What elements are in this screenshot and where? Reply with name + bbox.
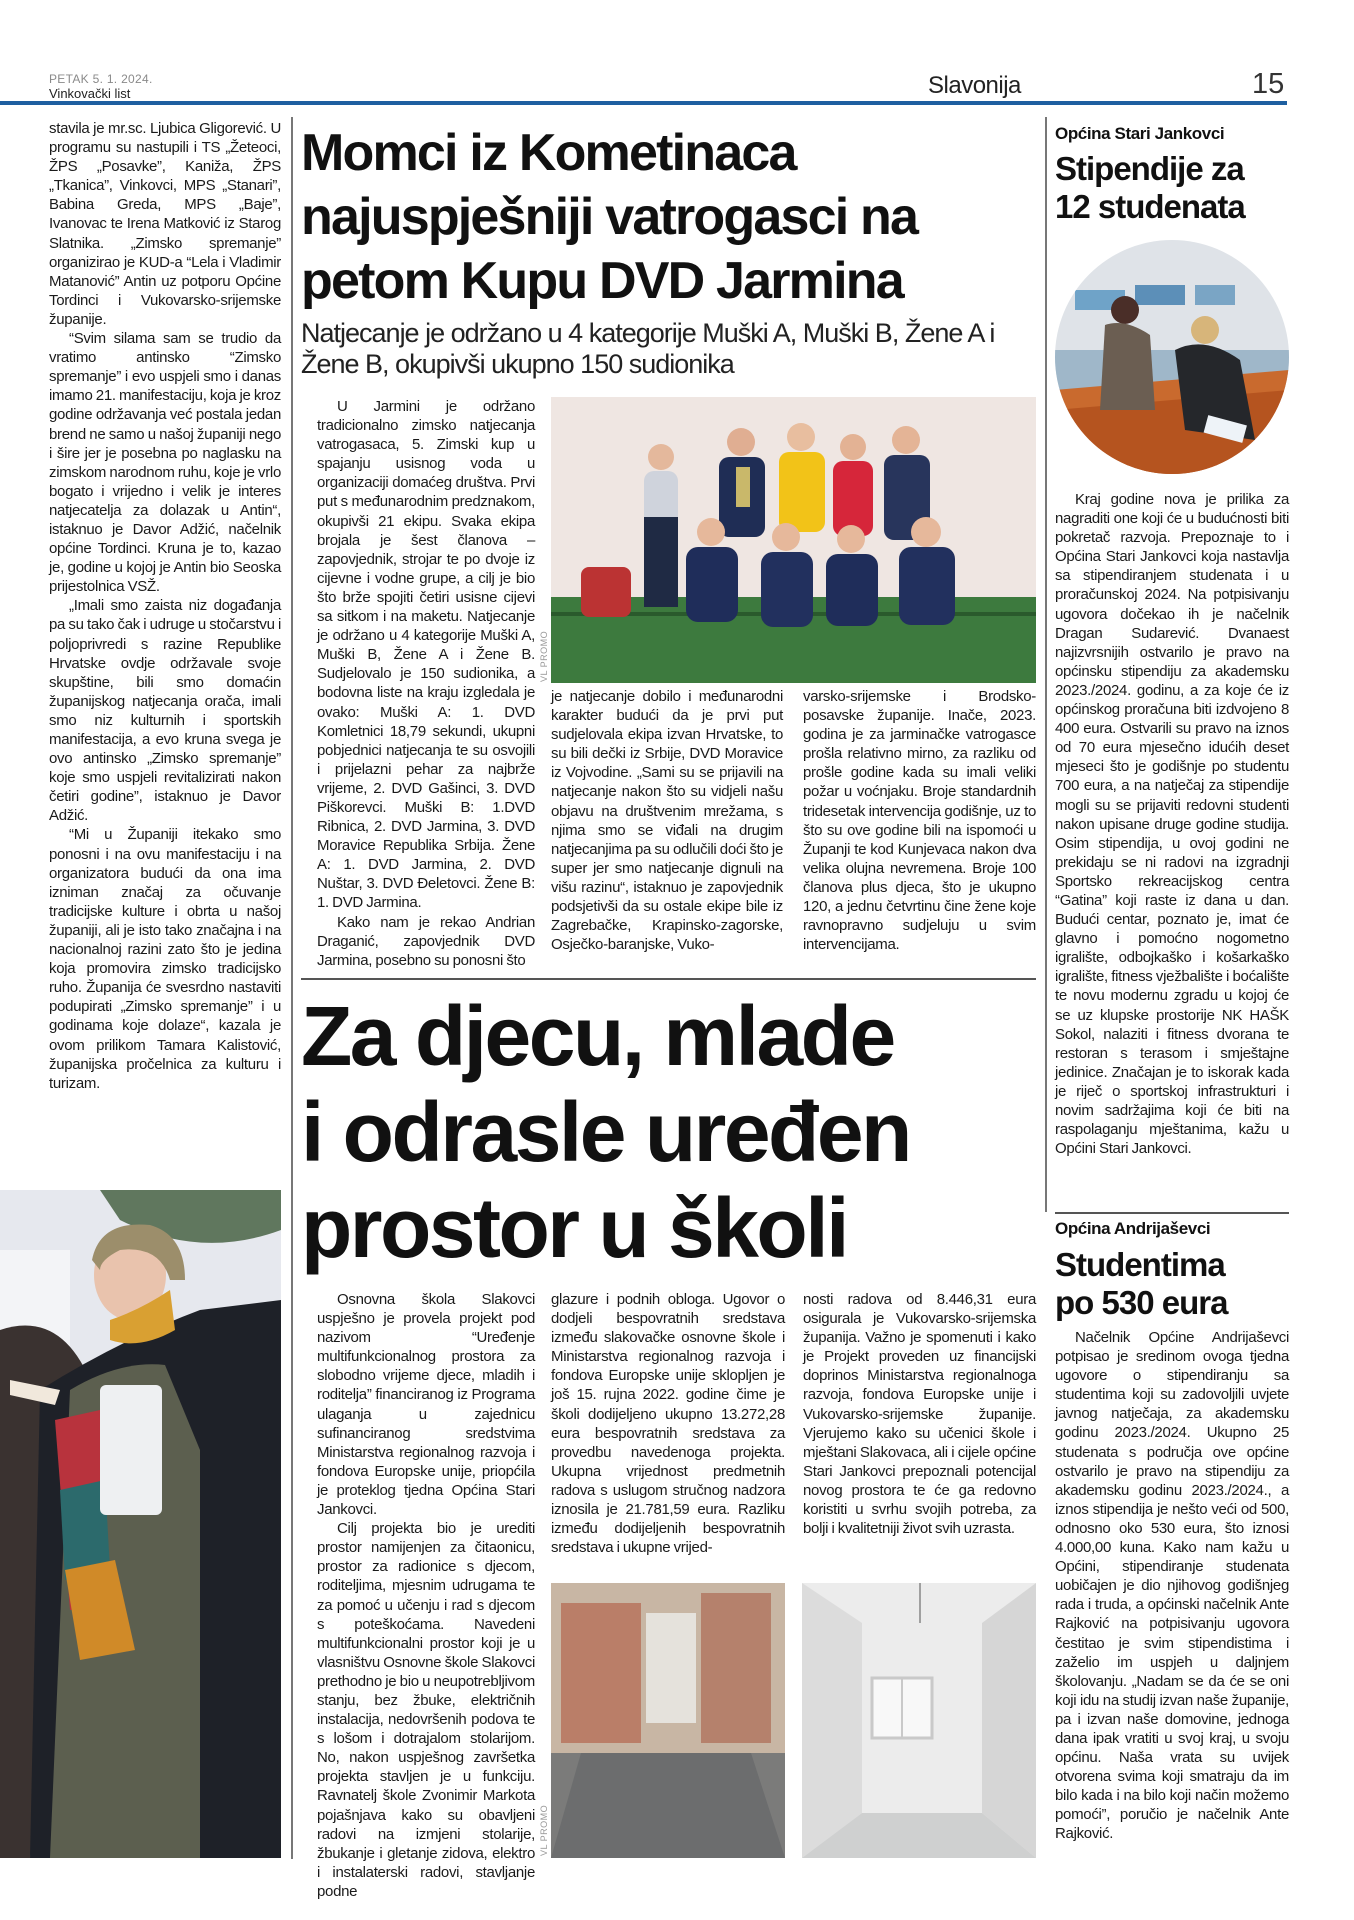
- headline-line: petom Kupu DVD Jarmina: [301, 252, 903, 310]
- paragraph: Načelnik Općine Andrijaševci potpisao je sredinom ovoga tjedna ugovore o stipendiranju sa studentima koji su zadovoljili uvjete javnog natječaja, za akademsku godinu 2023./2024. Ukupno 25 studenata s područja ove općine ostvarilo je pravo na stipendiju za akademsku godinu 2023./2024., a iznos stipendija je nešto veći od 500, odnosno oko 530 eura, što iznosi 4.000,00 kuna. Kako nam kažu u Općini, stipendiranje studenata uobičajen je dio njihovog godišnjeg rada i truda, a općinski načelnik Ante Rajković na potpisivanju ugovora čestitao je svim stipendistima i zaželio im uspjeh u daljnjem školovanju. „Nadam se da će se oni koji idu na studij izvan naše županije, pa i izvan naše domovine, jednoga dana ipak vratiti u svoj kraj, u svoju općinu. Naša vrata su uvijek otvorena svima koji smatraju da im bilo kada i na bilo koji način možemo pomoći”, poručio je načelnik Ante Rajković.: [1055, 1329, 1289, 1843]
- paragraph: varsko-srijemske i Brodsko-posavske županije. Inače, 2023. godina je za jarminačke vatrogasce prošla relativno mirno, za razliku od prošle godine kada su imali veliki požar u voćnjaku. Broje standardnih tridesetak intervencija godišnje, uz to što su ove godine bili na ispomoći u Županji te kod Kunjevaca nakon dva velika olujna nevremena. Broje 100 članova plus djeca, što je ukupno 120, a jednu četvrtinu čine žene koje ravnopravno sudjeluju u svim intervencijama.: [803, 688, 1036, 954]
- paragraph: Kraj godine nova je prilika za nagraditi one koji će u budućnosti biti pokretač razvoja. Prepoznaje to i Općina Stari Jankovci koja nastavlja sa stipendiranjem studenata i u proračunskoj 2024. Na potpisivanju ugovora dočekao ih je načelnik Dragan Sudarević. Dvanaest najizvrsnijih ostvarilo je pravo na općinsku stipendiju za akademsku 2023./2024. godinu, a za koje će iz općinskog proračuna biti izdvojeno 8 400 eura. Ostvarili su pravo na iznos od 70 eura mjesečno idućih deset mjeseci što je godišnje po studentu 700 eura, a na natječaj za stipendije mogli su se prijaviti redovni studenti nakon upisane druge godine studija. Osim stipendija, u ovoj godini ne prekidaju se ni radovi na izgradnji Sportsko rekreacijskog centra “Gatina” koji raste iz dana u dan. Budući centar, poznato je, imat će glavno i pomoćno nogometno igralište, odbojkaško i košarkaško igralište, fitness vježbalište i boćalište te novu modernu zgradu u kojoj će se uz klupske prostorije NK HAŠK Sokol, nalaziti i fitness dvorana te restoran s terasom i smještajne jedinice. Značajan je to iskorak kada je riječ o sportskoj infrastrukturi i novim sadržajima koji će biti na raspolaganju mještanima, kažu u Općini Stari Jankovci.: [1055, 491, 1289, 1158]
- paragraph: Kako nam je rekao Andrian Draganić, zapovjednik DVD Jarmina, posebno su ponosni što: [317, 913, 535, 969]
- paragraph: glazure i podnih obloga. Ugovor o dodjeli bespovratnih sredstava između slakovačke osnovne škole i Ministarstva regionalnog razvoja i fondova Europske unije sklopljen je još 15. rujna 2022. godine čime je školi dodijeljeno ukupno 13.272,28 eura bespovratnih sredstava za provedbu navedenoga projekta. Ukupna vrijednost predmetnih radova s uslugom stručnog nadzora iznosila je 21.781,59 eura. Razliku između dodijeljenih bespovratnih sredstava i ukupne vrijed-: [551, 1291, 785, 1557]
- paragraph: Cilj projekta bio je urediti prostor namijenjen za čitaonicu, prostor za radionice s djecom, roditeljima, mjesnim udrugama te za pomoć u učenju i rad s djecom s poteškoćama. Navedeni multifunkcionalni prostor koji je u vlasništvu Osnovne škole Slakovci prethodno je bio u neupotrebljivom stanju, bez žbuke, električnih instalacija, nedovršenih podova te s lošom i dotrajalom stolarijom. No, nakon uspješnog završetka projekta stavljen je u funkciju. Ravnatelj škole Zvonimir Markota pojašnjava kako su obavljeni radovi na izmjeni stolarije, žbukanje i gletanje zidova, elektro i instalaterski radovi, stavljanje podne: [317, 1520, 535, 1900]
- paragraph: nosti radova od 8.446,31 eura osigurala je Vukovarsko-srijemska županija. Važno je spomenuti i kako je Projekt proveden uz financijski doprinos Ministarstva regionalnoga razvoja, fondova Europske unije i Vukovarsko-srijemske županije. Vjerujemo kako su učenici škole i mještani Slakovaca, ali i cijele općine Stari Jankovci prepoznali potencijal novog prostora te će ga redovno koristiti u svrhu svojih potreba, za bolji i kvalitetniji život svih uzrasta.: [803, 1291, 1036, 1538]
- second-article-column-2: [551, 1290, 785, 1557]
- title-line: po 530 eura: [1055, 1284, 1228, 1321]
- newspaper-name: Vinkovački list: [49, 86, 131, 101]
- sidebar-divider-horizontal: [1055, 1212, 1289, 1214]
- paragraph: “Mi u Županiji itekako smo ponosni i na ovu manifestaciju i na organizatora budući da ona ima izniman značaj za očuvanje tradicijske kulture i obrta u našoj županiji, ali je isto tako značajna i na nacionalnoj razini zato što je jedina koja promovira zimsko tradicijsko ruho. Županija će svesrdno nastaviti podupirati „Zimsko spremanje” i u godinama koje dolaze“, kazala je ovom prilikom Tamara Kalistović, županijska pročelnica za kulturu i turizam.: [49, 826, 281, 1092]
- title-line: 12 studenata: [1055, 188, 1245, 225]
- sidebar-bottom-kicker: Općina Andrijaševci: [1055, 1219, 1211, 1238]
- left-column-text: [49, 119, 281, 1093]
- title-line: Studentima: [1055, 1246, 1225, 1283]
- headline-line: Za djecu, mlade: [301, 989, 894, 1083]
- title-line: Stipendije za: [1055, 150, 1244, 187]
- paragraph: “Svim silama sam se trudio da vratimo antinsko “Zimsko spremanje” i evo uspjeli smo i danas imamo 21. manifestaciju, koja je kroz godine održavanja već postala jedan brend ne samo u našoj županiji nego i šire jer je posebna po naglasku na zimskom narodnom ruhu, koje je vrlo bogato i vrijedno i velik je interes natjecatelja za dolazak u Antin“, istaknuo je Davor Adžić, načelnik općine Tordinci. Kruna je to, kazao je, godine u kojoj je Antin bio Seoska prijestolnica VSŽ.: [49, 330, 281, 596]
- column-divider: [291, 117, 293, 1859]
- sidebar-top-title: [1055, 150, 1290, 226]
- paragraph: stavila je mr.sc. Ljubica Gligorević. U programu su nastupili i TS „Žeteoci, ŽPS „Posavke”, Kaniža, ŽPS „Tkanica”, Vinkovci, MPS „Stanari”, Babina Greda, MPS „Baje”, Ivanovac te Irena Matković iz Starog Slatnika. „Zimsko spremanje” organizirao je KUD-a “Lela i Vladimir Matanović” Antin uz potporu Općine Tordinci i Vukovarsko-srijemske županije.: [49, 120, 281, 328]
- second-headline: [301, 988, 1041, 1276]
- paragraph: „Imali smo zaista niz događanja pa su tako čak i udruge u stočarstvu i poljoprivredi s razine Republike Hrvatske ovdje održavale svoje skupštine, bili smo domaćin županijskog natjecanja orača, imali smo niz kulturnih i sportskih manifestacija, a evo kruna svega je ovo antinsko „Zimsko spremanje” koje smo uspjeli revitalizirati nakon četiri godine”, istaknuo je Davor Adžić.: [49, 597, 281, 825]
- paragraph: U Jarmini je održano tradicionalno zimsko natjecanja vatrogasaca, 5. Zimski kup u spajanju usisnog voda u organizaciji domaćeg društva. Prvi put s međunarodnim predznakom, okupivši 21 ekipu. Svaka ekipa brojala je šest članova – zapovjednik, strojar te po dvoje iz cijevne i vodne grupe, a cilj je bio što brže spojiti četiri usisne cijevi sa sitkom i na maketu. Natjecanje je održano u 4 kategorije Muški A, Muški B, Žene A i Žene B. Sudjelovalo je 150 sudionika, a bodovna liste na kraju izgledala je ovako: Muški A: 1. DVD Komletnici 18,79 sekundi, ukupni pobjednici natjecanja te su osvojili i prijelazni pehar za najbrže vrijeme, 2. DVD Gašinci, 3. DVD Piškorevci. Muški B: 1.DVD Ribnica, 2. DVD Jarmina, 3. DVD Moravice Republika Srbija. Žene A: 1. DVD Jarmina, 2. DVD Nuštar, 3. DVD Đeletovci. Žene B: 1. DVD Jarmina.: [317, 398, 535, 912]
- section-name: Slavonija: [928, 72, 1021, 99]
- page-number: 15: [1252, 68, 1285, 100]
- headline-line: i odrasle uređen: [301, 1085, 910, 1179]
- second-article-column-1: [317, 1290, 535, 1901]
- main-headline: [301, 121, 1041, 313]
- issue-date: PETAK 5. 1. 2024.: [49, 72, 153, 86]
- main-subheadline: Natjecanje je održano u 4 kategorije Muški A, Muški B, Žene A i Žene B, okupivši ukupno 150 sudionika: [301, 318, 995, 379]
- sidebar-divider: [1045, 117, 1047, 1212]
- sidebar-top-text: [1055, 490, 1289, 1158]
- main-article-column-2: [551, 687, 783, 954]
- headline-line: najuspješniji vatrogasci na: [301, 188, 918, 246]
- headline-line: prostor u školi: [301, 1181, 847, 1275]
- paragraph: Osnovna škola Slakovci uspješno je provela projekt pod nazivom “Uređenje multifunkcionalnog prostora za slobodno vrijeme djece, mladih i roditelja” financiranog iz Programa ulaganja u zajednicu sufinanciranog sredstvima Ministarstva regionalnog razvoja i fondova Europske unije, priopćila je proteklog tjedna Općina Stari Jankovci.: [317, 1291, 535, 1519]
- main-article-column-3: [803, 687, 1036, 954]
- second-article-column-3: [803, 1290, 1036, 1538]
- main-article-column-1: [317, 397, 535, 970]
- room-after-photo: [802, 1583, 1036, 1858]
- photo-credit: VL PROMO: [539, 1804, 549, 1856]
- article-divider: [301, 978, 1036, 980]
- sidebar-bottom-text: [1055, 1328, 1289, 1844]
- paragraph: je natjecanje dobilo i međunarodni karakter budući da je prvi put sudjelovala ekipa izvan Hrvatske, to su bili dečki iz Srbije, DVD Moravice iz Vojvodine. „Sami su se prijavili na natjecanje nakon što su vidjeli našu objavu na društvenim mrežama, s njima smo se viđali na drugim natjecanjima pa su odlučili doći što je super jer smo natjecanje dignuli na višu razinu“, istaknuo je zapovjednik podsjetivši da su ostale ekipe bile iz Zagrebačke, Krapinsko-zagorske, Osječko-baranjske, Vuko-: [551, 688, 783, 954]
- header-rule: [0, 101, 1287, 105]
- headline-line: Momci iz Kometinaca: [301, 124, 796, 182]
- sidebar-bottom-title: [1055, 1246, 1290, 1322]
- folk-costume-photo: [0, 1190, 281, 1858]
- photo-credit: VL PROMO: [539, 630, 549, 682]
- sidebar-top-kicker: Općina Stari Jankovci: [1055, 124, 1225, 143]
- scholarship-signing-photo: [1055, 240, 1289, 474]
- room-before-photo: [551, 1583, 785, 1858]
- firefighters-team-photo: [551, 397, 1036, 683]
